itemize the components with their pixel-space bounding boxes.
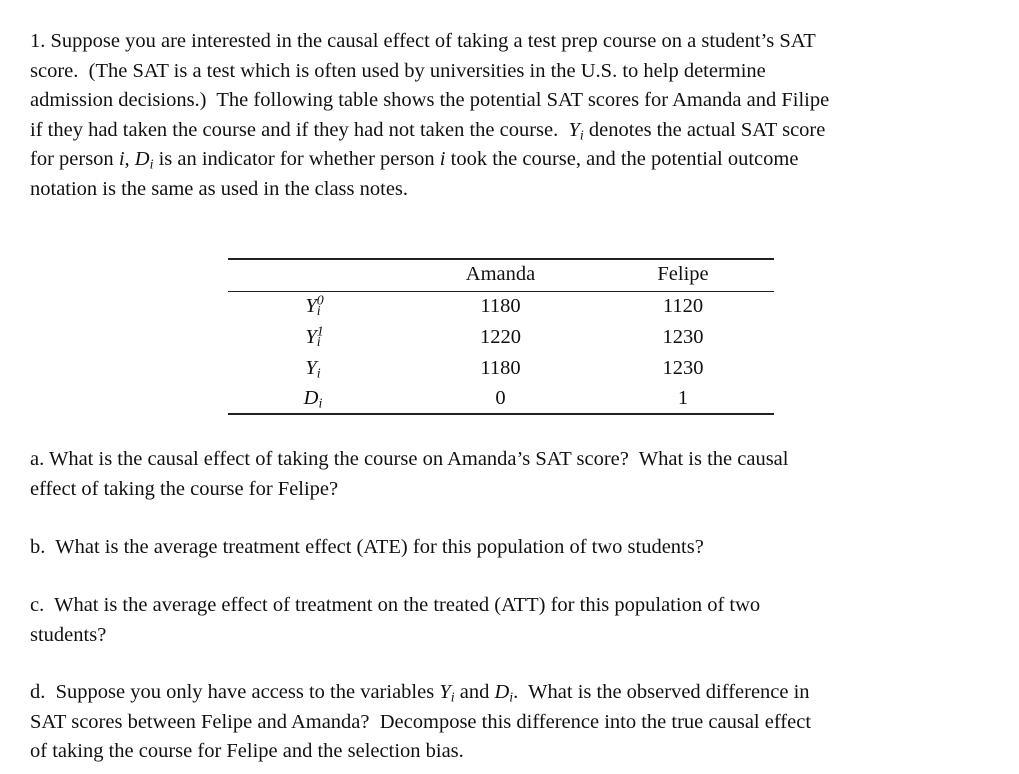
question-b-line-1: b. What is the average treatment effect (ATE) for this population of two students? — [30, 536, 704, 558]
question-c-line-1: c. What is the average effect of treatment on the treated (ATT) for this population of two — [30, 594, 761, 616]
question-c — [30, 591, 1015, 650]
question-d-line-2: SAT scores between Felipe and Amanda? Decompose this difference into the true causal effect — [30, 710, 812, 733]
row-label-y1: $Y^1_i$ — [305, 324, 324, 351]
row-label-y0: $Y^0_i$ — [305, 293, 324, 320]
header-felipe: Felipe — [657, 263, 709, 285]
question-b — [30, 533, 1015, 563]
intro-line-6: notation is the same as used in the class notes. — [30, 177, 409, 200]
row-label-d: $D_i$ — [303, 387, 323, 412]
cell-felipe-y: 1230 — [662, 357, 704, 379]
math-i: i — [118, 148, 125, 170]
intro-line-4-text: if they had taken the course and if they had not taken the course. — [30, 118, 569, 141]
cell-amanda-y: 1180 — [480, 357, 521, 379]
intro-line-2: score. (The SAT is a test which is often used by universities in the U.S. to help determine — [30, 59, 766, 82]
question-c-line-2: students? — [30, 623, 107, 646]
cell-felipe-y1: 1230 — [662, 326, 704, 348]
question-a-line-1: a. What is the causal effect of taking the course on Amanda’s SAT score? What is the causal — [30, 448, 789, 470]
cell-amanda-y0: 1180 — [480, 295, 521, 317]
question-d-line-3: of taking the course for Felipe and the selection bias. — [30, 740, 464, 762]
potential-outcomes-table — [228, 258, 774, 415]
math-d-i-d: $D_i$ — [494, 681, 514, 706]
cell-amanda-d: 0 — [495, 387, 506, 409]
problem-intro — [30, 27, 1015, 204]
intro-line-5: for person i, $D_i$ is an indicator for whether person i took the course, and the potential outcome — [30, 148, 799, 173]
math-y-i-d: $Y_i$ — [439, 681, 455, 706]
question-a-line-2: effect of taking the course for Felipe? — [30, 477, 339, 500]
intro-line-3: admission decisions.) The following table shows the potential SAT scores for Amanda and Filipe — [30, 89, 830, 111]
question-d-line-1: d. Suppose you only have access to the variables $Y_i$ and $D_i$. What is the observed difference in — [30, 681, 810, 706]
math-y-i: $Y_i$ — [568, 118, 584, 143]
math-d-i: $D_i$ — [134, 148, 154, 173]
row-label-y: $Y_i$ — [305, 357, 321, 382]
intro-line-4 — [30, 116, 1015, 146]
table-bottom-rule — [228, 413, 774, 415]
cell-felipe-d: 1 — [677, 387, 689, 409]
header-amanda: Amanda — [465, 263, 536, 285]
question-d — [30, 678, 1015, 767]
intro-line-4-tail: denotes the actual SAT score — [583, 118, 826, 141]
cell-felipe-y0: 1120 — [662, 295, 704, 317]
cell-amanda-y1: 1220 — [480, 326, 521, 348]
intro-line-1: 1. Suppose you are interested in the causal effect of taking a test prep course on a student’s SAT — [30, 30, 816, 52]
math-i-2: i — [439, 148, 446, 170]
question-a — [30, 445, 1015, 504]
